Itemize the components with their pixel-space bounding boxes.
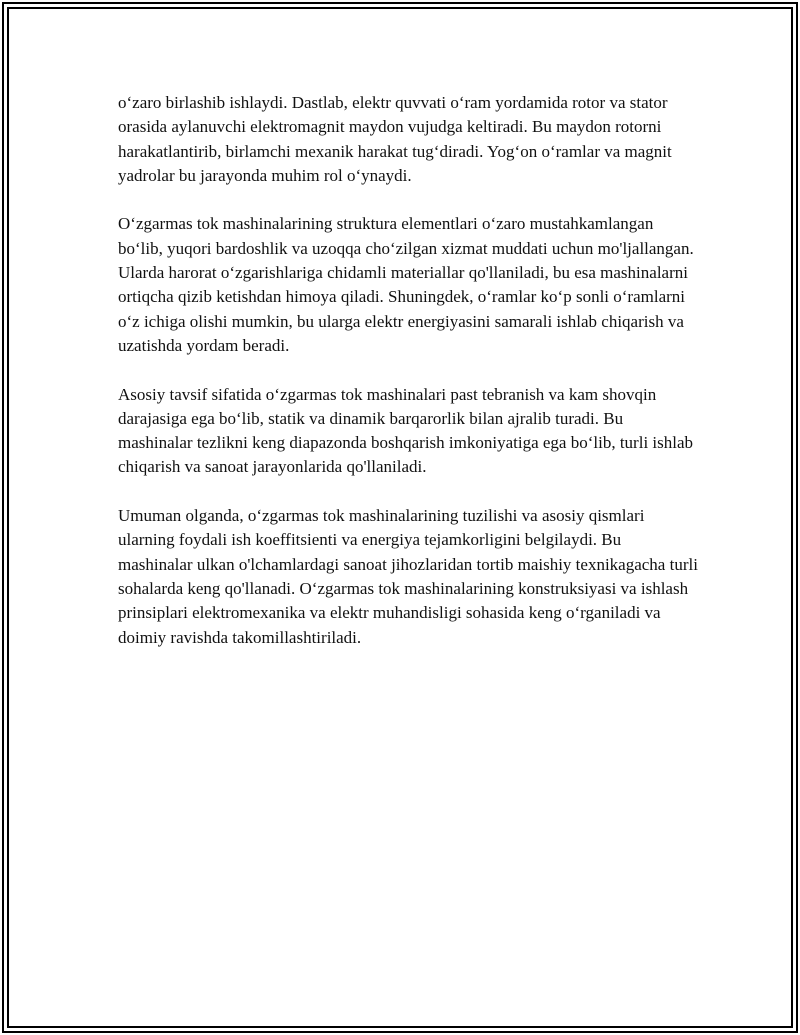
paragraph: Asosiy tavsif sifatida o‘zgarmas tok mashinalari past tebranish va kam shovqin darajasiga ega bo‘lib, statik va dinamik barqarorlik bilan ajralib turadi. Bu mashinalar tezlikni keng diapazonda boshqarish imkoniyatiga ega bo‘lib, turli ishlab chiqarish va sanoat jarayonlarida qo'llaniladi. [118, 384, 694, 477]
paragraph: Umuman olganda, o‘zgarmas tok mashinalarining tuzilishi va asosiy qismlari ularning foydali ish koeffitsienti va energiya tejamkorligini belgilaydi. Bu mashinalar ulkan o'lchamlardagi sanoat jihozlaridan tortib maishiy texnikagacha turli sohalarda keng qo'llanadi. O‘zgarmas tok mashinalarining konstruksiyasi va ishlash prinsiplari elektromexanika va elektr muhandisligi sohasida keng o‘rganiladi va doimiy ravishda takomillashtiriladi. [118, 506, 698, 647]
document-body [118, 91, 698, 674]
paragraph: o‘zaro birlashib ishlaydi. Dastlab, elektr quvvati o‘ram yordamida rotor va stator orasida aylanuvchi elektromagnit maydon vujudga keltiradi. Bu maydon rotorni harakatlantirib, birlamchi mexanik harakat tug‘diradi. Yog‘on o‘ramlar va magnit yadrolar bu jarayonda muhim rol o‘ynaydi. [118, 93, 672, 185]
paragraph: O‘zgarmas tok mashinalarining struktura elementlari o‘zaro mustahkamlangan bo‘lib, yuqori bardoshlik va uzoqqa cho‘zilgan xizmat muddati uchun mo'ljallangan. Ularda harorat o‘zgarishlariga chidamli materiallar qo'llaniladi, bu esa mashinalarni ortiqcha qizib ketishdan himoya qiladi. Shuningdek, o‘ramlar ko‘p sonli o‘ramlarni o‘z ichiga olishi mumkin, bu ularga elektr energiyasini samarali ishlab chiqarish va uzatishda yordam beradi. [118, 214, 694, 355]
